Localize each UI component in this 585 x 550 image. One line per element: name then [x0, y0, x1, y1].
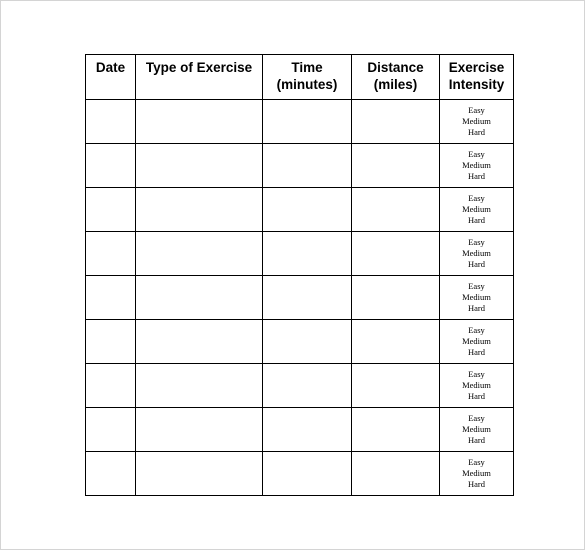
- distance-cell[interactable]: [352, 144, 440, 188]
- type-cell[interactable]: [136, 364, 263, 408]
- intensity-option-easy[interactable]: Easy: [468, 413, 485, 423]
- distance-cell[interactable]: [352, 320, 440, 364]
- date-cell[interactable]: [86, 408, 136, 452]
- table-row: [86, 320, 514, 364]
- intensity-option-easy[interactable]: Easy: [468, 369, 485, 379]
- intensity-option-easy[interactable]: Easy: [468, 149, 485, 159]
- distance-cell[interactable]: [352, 188, 440, 232]
- type-cell[interactable]: [136, 144, 263, 188]
- intensity-option-hard[interactable]: Hard: [468, 215, 485, 225]
- intensity-options-cell[interactable]: [440, 144, 514, 188]
- header-time-label: Time: [291, 60, 323, 75]
- intensity-option-hard[interactable]: Hard: [468, 435, 485, 445]
- intensity-option-easy[interactable]: Easy: [468, 237, 485, 247]
- header-intensity: [440, 55, 514, 100]
- intensity-options-cell[interactable]: [440, 320, 514, 364]
- intensity-options-cell[interactable]: [440, 408, 514, 452]
- table-row: [86, 364, 514, 408]
- intensity-option-medium[interactable]: Medium: [462, 204, 491, 214]
- intensity-options-cell[interactable]: [440, 232, 514, 276]
- date-cell[interactable]: [86, 364, 136, 408]
- intensity-option-medium[interactable]: Medium: [462, 468, 491, 478]
- table-row: [86, 232, 514, 276]
- intensity-options-cell[interactable]: [440, 452, 514, 496]
- intensity-option-hard[interactable]: Hard: [468, 127, 485, 137]
- intensity-options-cell[interactable]: [440, 364, 514, 408]
- intensity-option-easy[interactable]: Easy: [468, 193, 485, 203]
- distance-cell[interactable]: [352, 232, 440, 276]
- date-cell[interactable]: [86, 188, 136, 232]
- date-cell[interactable]: [86, 452, 136, 496]
- table-row: [86, 408, 514, 452]
- date-cell[interactable]: [86, 100, 136, 144]
- intensity-option-easy[interactable]: Easy: [468, 325, 485, 335]
- date-cell[interactable]: [86, 144, 136, 188]
- type-cell[interactable]: [136, 100, 263, 144]
- intensity-option-hard[interactable]: Hard: [468, 303, 485, 313]
- time-cell[interactable]: [263, 452, 352, 496]
- distance-cell[interactable]: [352, 276, 440, 320]
- type-cell[interactable]: [136, 320, 263, 364]
- header-time-unit: (minutes): [276, 77, 338, 92]
- header-intensity-label-line2: Intensity: [448, 77, 505, 92]
- time-cell[interactable]: [263, 408, 352, 452]
- header-distance: [352, 55, 440, 100]
- header-distance-unit: (miles): [373, 77, 418, 92]
- type-cell[interactable]: [136, 188, 263, 232]
- type-cell[interactable]: [136, 408, 263, 452]
- exercise-log-table: [85, 54, 514, 496]
- time-cell[interactable]: [263, 276, 352, 320]
- table-row: [86, 276, 514, 320]
- time-cell[interactable]: [263, 320, 352, 364]
- date-cell[interactable]: [86, 232, 136, 276]
- intensity-option-hard[interactable]: Hard: [468, 479, 485, 489]
- intensity-option-medium[interactable]: Medium: [462, 248, 491, 258]
- time-cell[interactable]: [263, 232, 352, 276]
- table-row: [86, 452, 514, 496]
- header-row: [86, 55, 514, 100]
- intensity-option-easy[interactable]: Easy: [468, 105, 485, 115]
- intensity-options-cell[interactable]: [440, 188, 514, 232]
- distance-cell[interactable]: [352, 100, 440, 144]
- time-cell[interactable]: [263, 144, 352, 188]
- header-time: [263, 55, 352, 100]
- table-row: [86, 100, 514, 144]
- type-cell[interactable]: [136, 276, 263, 320]
- intensity-option-easy[interactable]: Easy: [468, 281, 485, 291]
- intensity-option-hard[interactable]: Hard: [468, 347, 485, 357]
- date-cell[interactable]: [86, 276, 136, 320]
- intensity-option-medium[interactable]: Medium: [462, 336, 491, 346]
- intensity-option-medium[interactable]: Medium: [462, 160, 491, 170]
- table-row: [86, 144, 514, 188]
- header-exercise-type: [136, 55, 263, 100]
- time-cell[interactable]: [263, 364, 352, 408]
- distance-cell[interactable]: [352, 408, 440, 452]
- intensity-option-hard[interactable]: Hard: [468, 259, 485, 269]
- distance-cell[interactable]: [352, 452, 440, 496]
- intensity-option-hard[interactable]: Hard: [468, 391, 485, 401]
- header-distance-label: Distance: [367, 60, 424, 75]
- date-cell[interactable]: [86, 320, 136, 364]
- intensity-option-medium[interactable]: Medium: [462, 116, 491, 126]
- exercise-log-body: [86, 100, 514, 496]
- intensity-option-medium[interactable]: Medium: [462, 292, 491, 302]
- intensity-option-hard[interactable]: Hard: [468, 171, 485, 181]
- intensity-option-easy[interactable]: Easy: [468, 457, 485, 467]
- intensity-option-medium[interactable]: Medium: [462, 380, 491, 390]
- intensity-options-cell[interactable]: [440, 100, 514, 144]
- intensity-options-cell[interactable]: [440, 276, 514, 320]
- header-exercise-type-label: Type of Exercise: [145, 60, 253, 75]
- header-date: [86, 55, 136, 100]
- header-intensity-label-line1: Exercise: [448, 60, 505, 75]
- table-row: [86, 188, 514, 232]
- header-date-label: Date: [95, 60, 126, 75]
- time-cell[interactable]: [263, 100, 352, 144]
- intensity-option-medium[interactable]: Medium: [462, 424, 491, 434]
- time-cell[interactable]: [263, 188, 352, 232]
- type-cell[interactable]: [136, 232, 263, 276]
- distance-cell[interactable]: [352, 364, 440, 408]
- type-cell[interactable]: [136, 452, 263, 496]
